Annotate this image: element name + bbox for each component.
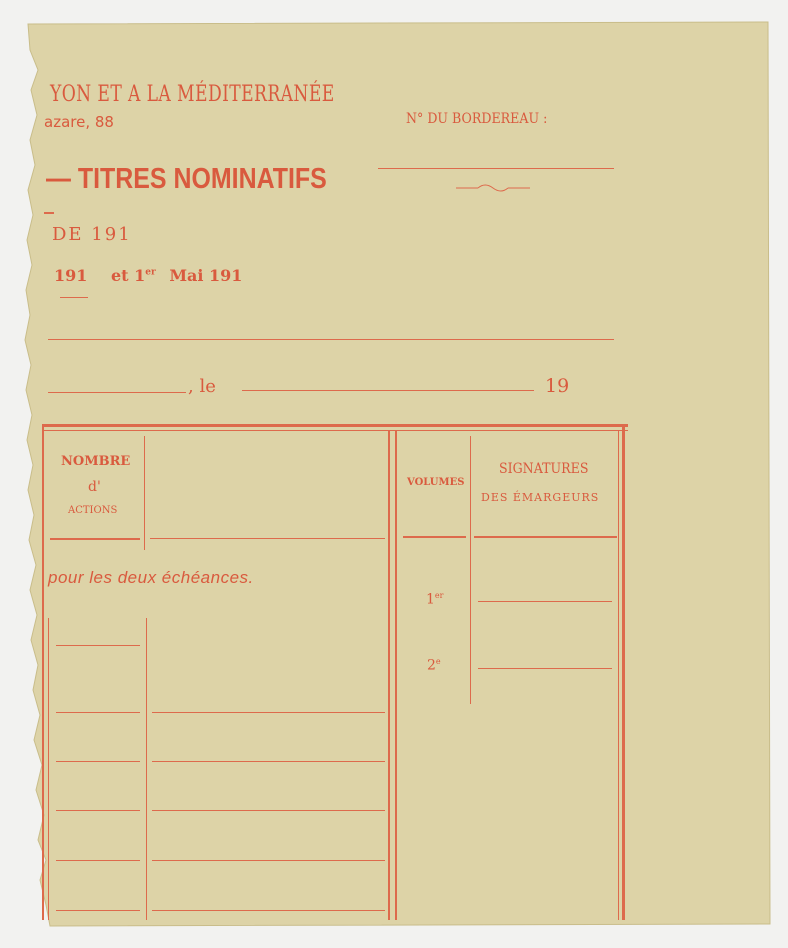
col-header-nombre: NOMBRE bbox=[61, 454, 131, 469]
row-rule-desc-5 bbox=[152, 910, 385, 911]
volumes-double-rule-b bbox=[395, 431, 397, 920]
body-desc-col-rule bbox=[146, 618, 147, 920]
header-rule-volumes bbox=[403, 536, 466, 538]
volume-2-num: 2 bbox=[427, 657, 436, 674]
note-echeances: pour les deux échéances. bbox=[48, 568, 254, 587]
volume-2-sup: e bbox=[435, 657, 441, 666]
header-separator bbox=[48, 339, 614, 340]
row-rule-desc-3 bbox=[152, 810, 385, 811]
row-rule-desc-4 bbox=[152, 860, 385, 861]
bordereau-label: N° DU BORDEREAU : bbox=[406, 111, 548, 127]
date-year: 19 bbox=[545, 375, 570, 397]
col-header-emargeurs: DES ÉMARGEURS bbox=[481, 491, 600, 504]
company-address: azare, 88 bbox=[44, 113, 114, 131]
header-rule-desc bbox=[150, 538, 385, 539]
dates-year-b: Mai 191 bbox=[169, 266, 243, 285]
document-title: — TITRES NOMINATIFS bbox=[46, 163, 327, 195]
table-right-border-inner bbox=[618, 431, 619, 920]
col-header-signatures: SIGNATURES bbox=[499, 461, 589, 477]
header-rule-nombre bbox=[50, 538, 140, 540]
signatures-col-rule bbox=[470, 436, 471, 704]
paper-body bbox=[25, 22, 770, 926]
dates-sup: er bbox=[145, 267, 156, 278]
nombre-col-rule bbox=[144, 436, 145, 550]
date-place-line bbox=[48, 392, 186, 393]
col-header-volumes: VOLUMES bbox=[407, 477, 465, 488]
date-fill-line bbox=[242, 390, 534, 391]
volume-1-label bbox=[426, 592, 443, 607]
row-rule-left-3 bbox=[56, 761, 140, 762]
title-rule bbox=[44, 212, 54, 214]
col-header-d: d' bbox=[88, 479, 101, 495]
row-rule-left-1 bbox=[56, 645, 140, 646]
row-rule-left-6 bbox=[56, 910, 140, 911]
row-rule-left-4 bbox=[56, 810, 140, 811]
header-rule-signatures bbox=[474, 536, 617, 538]
row-rule-desc-2 bbox=[152, 761, 385, 762]
row-rule-desc-1 bbox=[152, 712, 385, 713]
bordereau-line bbox=[378, 168, 614, 169]
signature-line-1 bbox=[478, 601, 612, 602]
volume-1-num: 1 bbox=[426, 591, 435, 608]
table-left-border bbox=[42, 427, 44, 920]
company-name: YON ET A LA MÉDITERRANÉE bbox=[50, 82, 335, 107]
row-rule-left-5 bbox=[56, 860, 140, 861]
dates-line bbox=[54, 268, 242, 284]
body-left-inner-rule bbox=[48, 618, 49, 920]
volumes-double-rule-a bbox=[388, 431, 390, 920]
dates-year-a: 191 bbox=[54, 266, 88, 285]
signature-line-2 bbox=[478, 668, 612, 669]
year-line: DE 191 bbox=[52, 224, 132, 245]
table-right-border bbox=[622, 427, 625, 920]
table-top-border bbox=[42, 424, 628, 427]
date-le: , le bbox=[188, 376, 216, 397]
col-header-actions: ACTIONS bbox=[68, 505, 118, 516]
volume-2-label bbox=[427, 658, 441, 673]
row-rule-left-2 bbox=[56, 712, 140, 713]
volume-1-sup: er bbox=[434, 591, 444, 600]
table-top-border-inner bbox=[42, 430, 628, 431]
dates-et: et 1 bbox=[110, 266, 146, 285]
dates-underline bbox=[60, 297, 88, 298]
